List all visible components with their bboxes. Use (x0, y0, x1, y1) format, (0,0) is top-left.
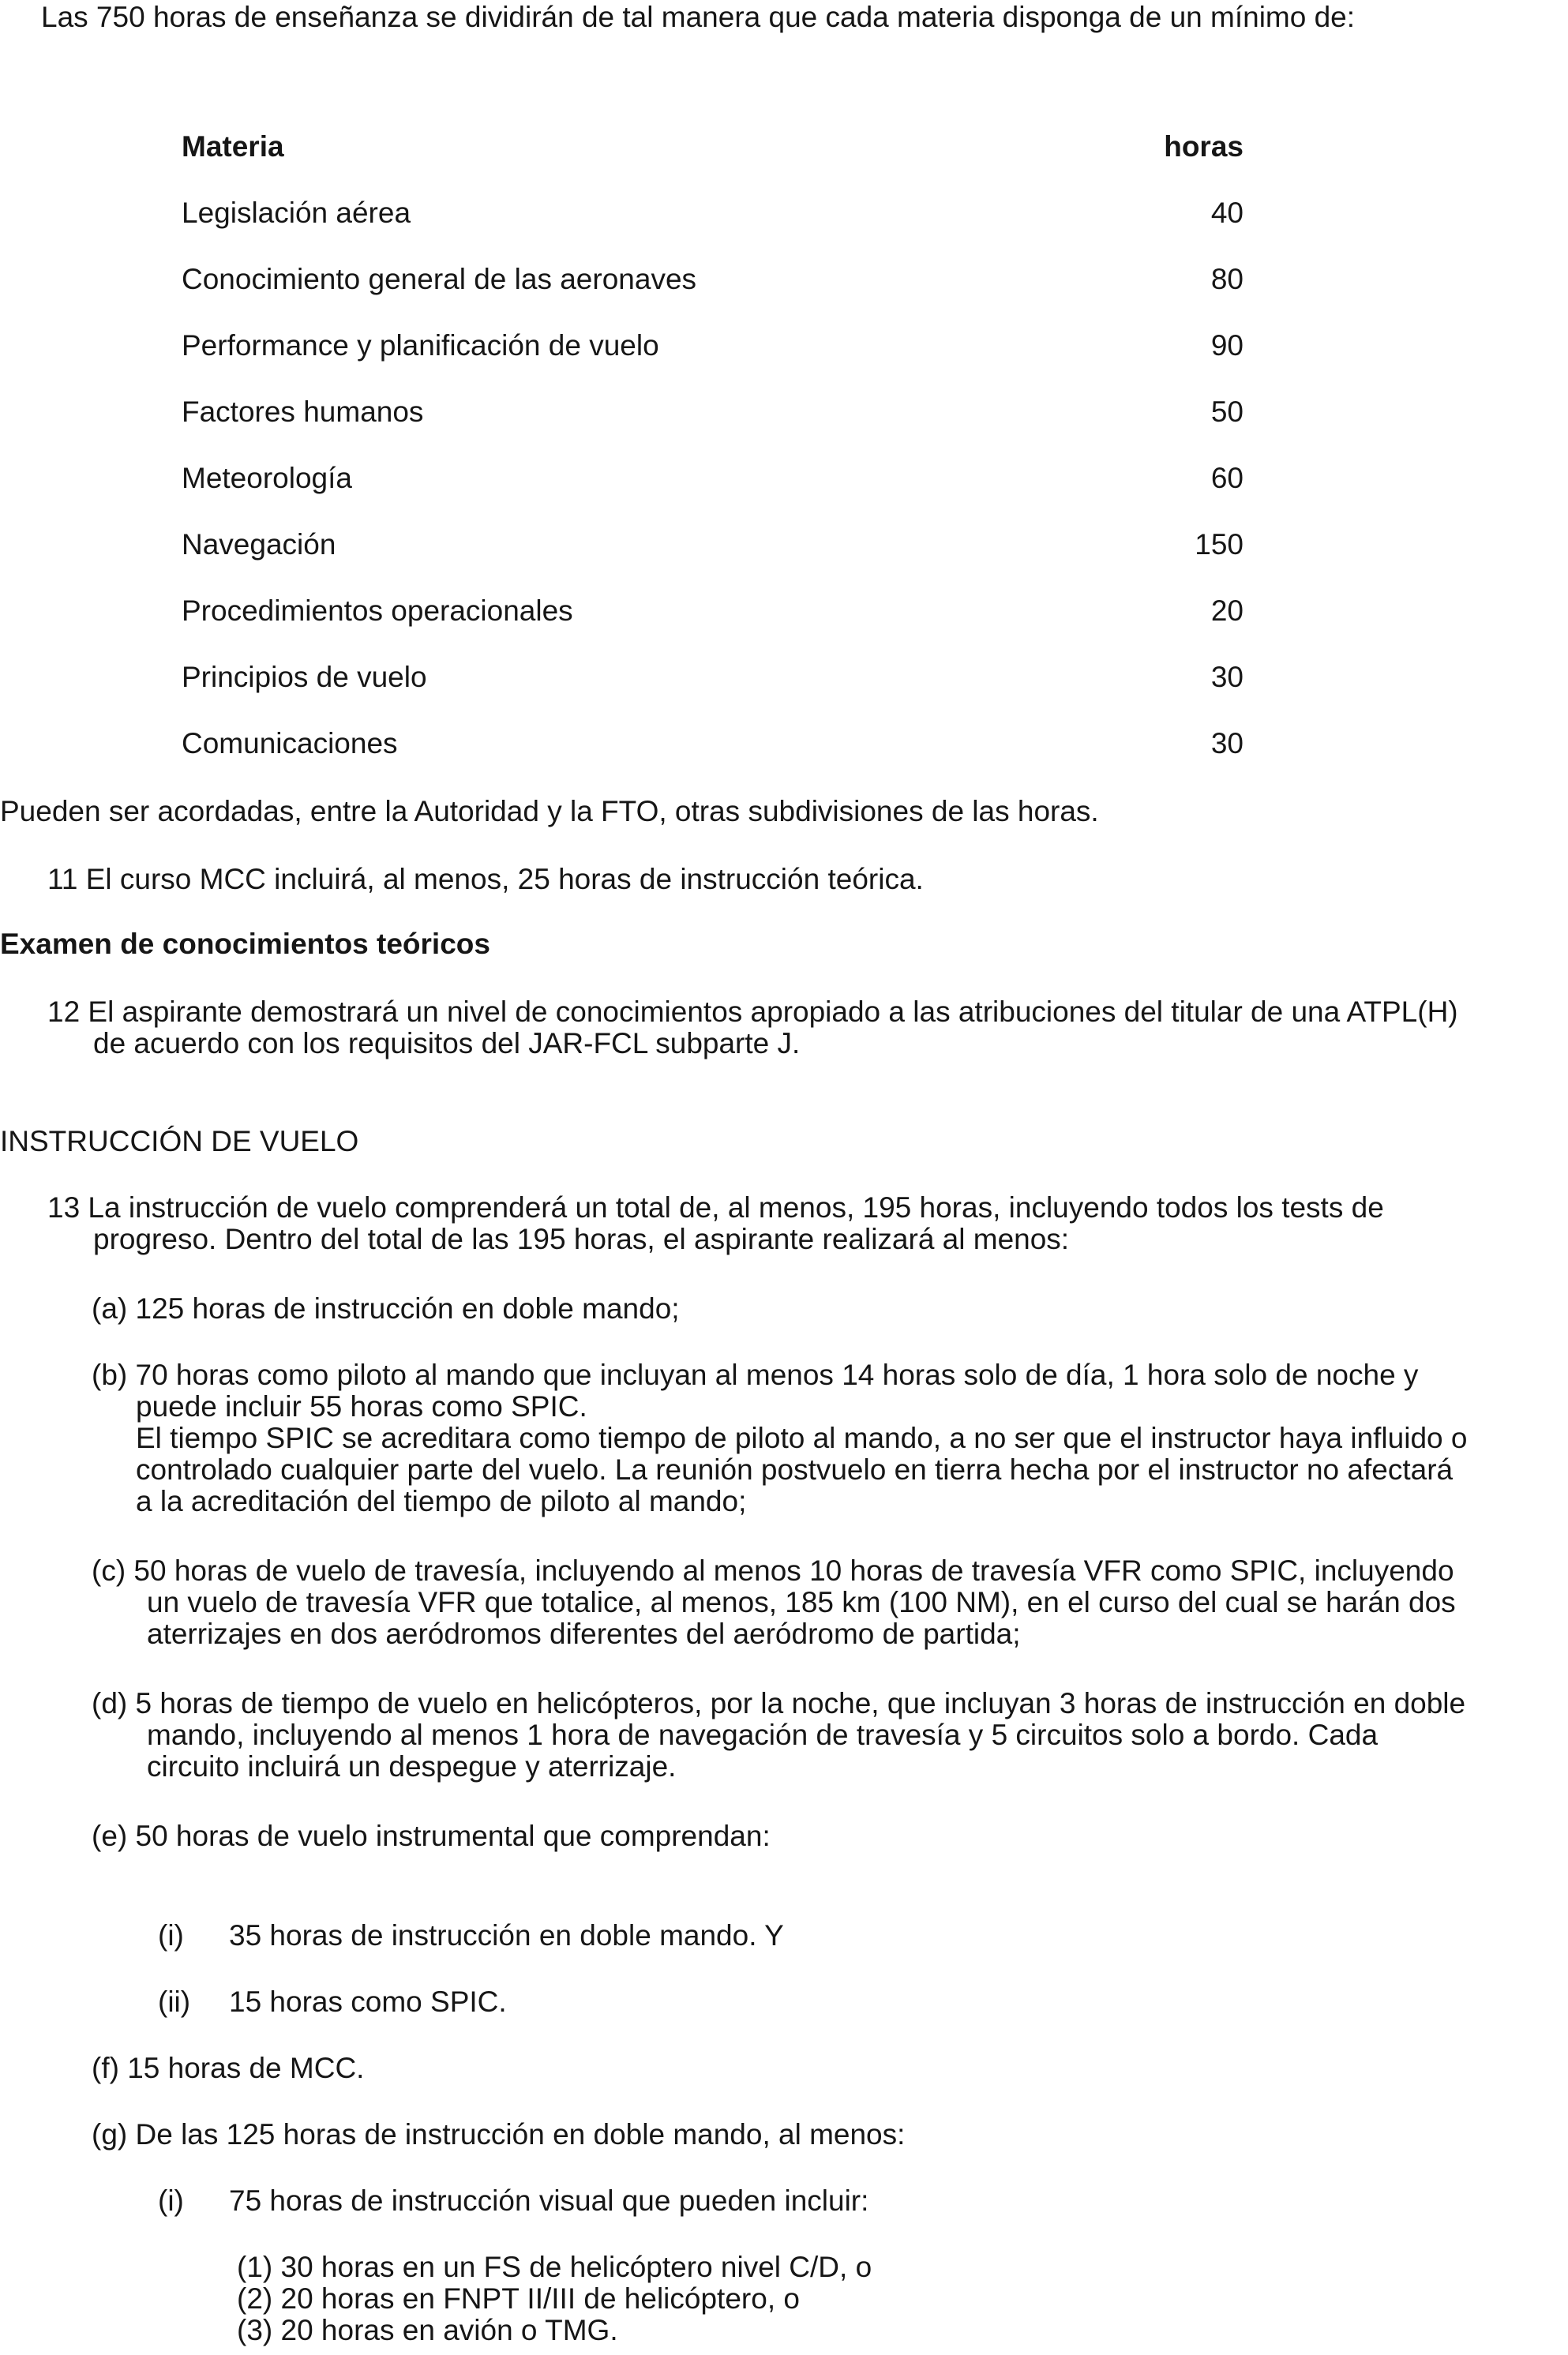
paragraph-13-line1: 13 La instrucción de vuelo comprenderá un total de, al menos, 195 horas, incluyendo todos los tests de (47, 1191, 1384, 1224)
item-c-line2: un vuelo de travesía VFR que totalice, al menos, 185 km (100 NM), en el curso del cual se harán dos (147, 1586, 1456, 1618)
item-f: (f) 15 horas de MCC. (92, 2052, 365, 2084)
table-row (182, 395, 1244, 429)
item-g-i (158, 2184, 868, 2218)
hours-cell: 150 (1195, 528, 1244, 561)
table-header (182, 129, 1244, 164)
paragraph-13-line2: progreso. Dentro del total de las 195 horas, el aspirante realizará al menos: (93, 1223, 1070, 1255)
hours-cell: 20 (1210, 594, 1244, 627)
hours-cell: 60 (1210, 462, 1244, 494)
table-row (182, 527, 1244, 562)
item-e: (e) 50 horas de vuelo instrumental que comprendan: (92, 1820, 771, 1852)
hours-cell: 30 (1210, 661, 1244, 693)
table-row (182, 594, 1244, 628)
item-b-line2: puede incluir 55 horas como SPIC. (136, 1390, 587, 1423)
subject-cell: Comunicaciones (182, 727, 398, 759)
hours-cell: 90 (1210, 329, 1244, 362)
hours-cell: 40 (1210, 197, 1244, 229)
subject-cell: Meteorología (182, 462, 352, 494)
paragraph-12-line2: de acuerdo con los requisitos del JAR-FCL subparte J. (93, 1027, 801, 1059)
item-e-ii-text: 15 horas como SPIC. (229, 1986, 507, 2018)
item-g: (g) De las 125 horas de instrucción en doble mando, al menos: (92, 2118, 906, 2151)
section-heading-flight: INSTRUCCIÓN DE VUELO (0, 1125, 359, 1157)
item-d-line3: circuito incluirá un despegue y aterrizaje. (147, 1750, 677, 1783)
item-g-i-3: (3) 20 horas en avión o TMG. (237, 2314, 618, 2346)
column-header-subject: Materia (182, 130, 284, 163)
hours-cell: 50 (1210, 396, 1244, 428)
subject-cell: Performance y planificación de vuelo (182, 329, 659, 362)
item-g-i-label: (i) (158, 2184, 184, 2217)
item-e-i (158, 1918, 784, 1953)
item-b-line3: El tiempo SPIC se acreditara como tiempo de piloto al mando, a no ser que el instructor haya influido o (136, 1422, 1468, 1454)
item-e-ii (158, 1985, 507, 2019)
subject-cell: Legislación aérea (182, 197, 411, 229)
table-row (182, 726, 1244, 761)
item-g-i-text: 75 horas de instrucción visual que pueden incluir: (229, 2184, 869, 2217)
column-header-hours: horas (1164, 130, 1244, 163)
item-a: (a) 125 horas de instrucción en doble mando; (92, 1292, 680, 1325)
hours-cell: 80 (1210, 263, 1244, 295)
item-d-line1: (d) 5 horas de tiempo de vuelo en helicópteros, por la noche, que incluyan 3 horas de instrucción en doble (92, 1687, 1466, 1719)
item-b-line4: controlado cualquier parte del vuelo. La reunión postvuelo en tierra hecha por el instructor no afectará (136, 1453, 1454, 1486)
subject-cell: Principios de vuelo (182, 661, 427, 693)
subject-cell: Factores humanos (182, 396, 424, 428)
item-e-ii-label: (ii) (158, 1986, 191, 2018)
item-g-i-2: (2) 20 horas en FNPT II/III de helicóptero, o (237, 2282, 800, 2315)
table-row (182, 660, 1244, 695)
item-g-i-1: (1) 30 horas en un FS de helicóptero nivel C/D, o (237, 2251, 872, 2283)
subject-cell: Navegación (182, 528, 336, 561)
subject-cell: Procedimientos operacionales (182, 594, 573, 627)
item-b-line1: (b) 70 horas como piloto al mando que incluyan al menos 14 horas solo de día, 1 hora solo de noche y (92, 1359, 1419, 1391)
subject-cell: Conocimiento general de las aeronaves (182, 263, 697, 295)
table-row (182, 461, 1244, 496)
intro-text: Las 750 horas de enseñanza se dividirán de tal manera que cada materia disponga de un mínimo de: (41, 1, 1356, 33)
item-c-line3: aterrizajes en dos aeródromos diferentes del aeródromo de partida; (147, 1618, 1021, 1650)
hours-cell: 30 (1210, 727, 1244, 759)
subdivision-note: Pueden ser acordadas, entre la Autoridad y la FTO, otras subdivisiones de las horas. (0, 795, 1099, 827)
item-e-i-label: (i) (158, 1919, 184, 1952)
item-c-line1: (c) 50 horas de vuelo de travesía, incluyendo al menos 10 horas de travesía VFR como SPIC, incluyendo (92, 1554, 1454, 1587)
item-d-line2: mando, incluyendo al menos 1 hora de navegación de travesía y 5 circuitos solo a bordo. Cada (147, 1719, 1379, 1751)
item-e-i-text: 35 horas de instrucción en doble mando. Y (229, 1919, 784, 1952)
paragraph-12-line1: 12 El aspirante demostrará un nivel de conocimientos apropiado a las atribuciones del titular de una ATPL(H) (47, 996, 1458, 1028)
paragraph-11: 11 El curso MCC incluirá, al menos, 25 horas de instrucción teórica. (47, 863, 924, 895)
section-heading-exam: Examen de conocimientos teóricos (0, 928, 490, 960)
table-row (182, 262, 1244, 297)
table-row (182, 328, 1244, 363)
item-b-line5: a la acreditación del tiempo de piloto al mando; (136, 1485, 747, 1517)
table-row (182, 196, 1244, 231)
